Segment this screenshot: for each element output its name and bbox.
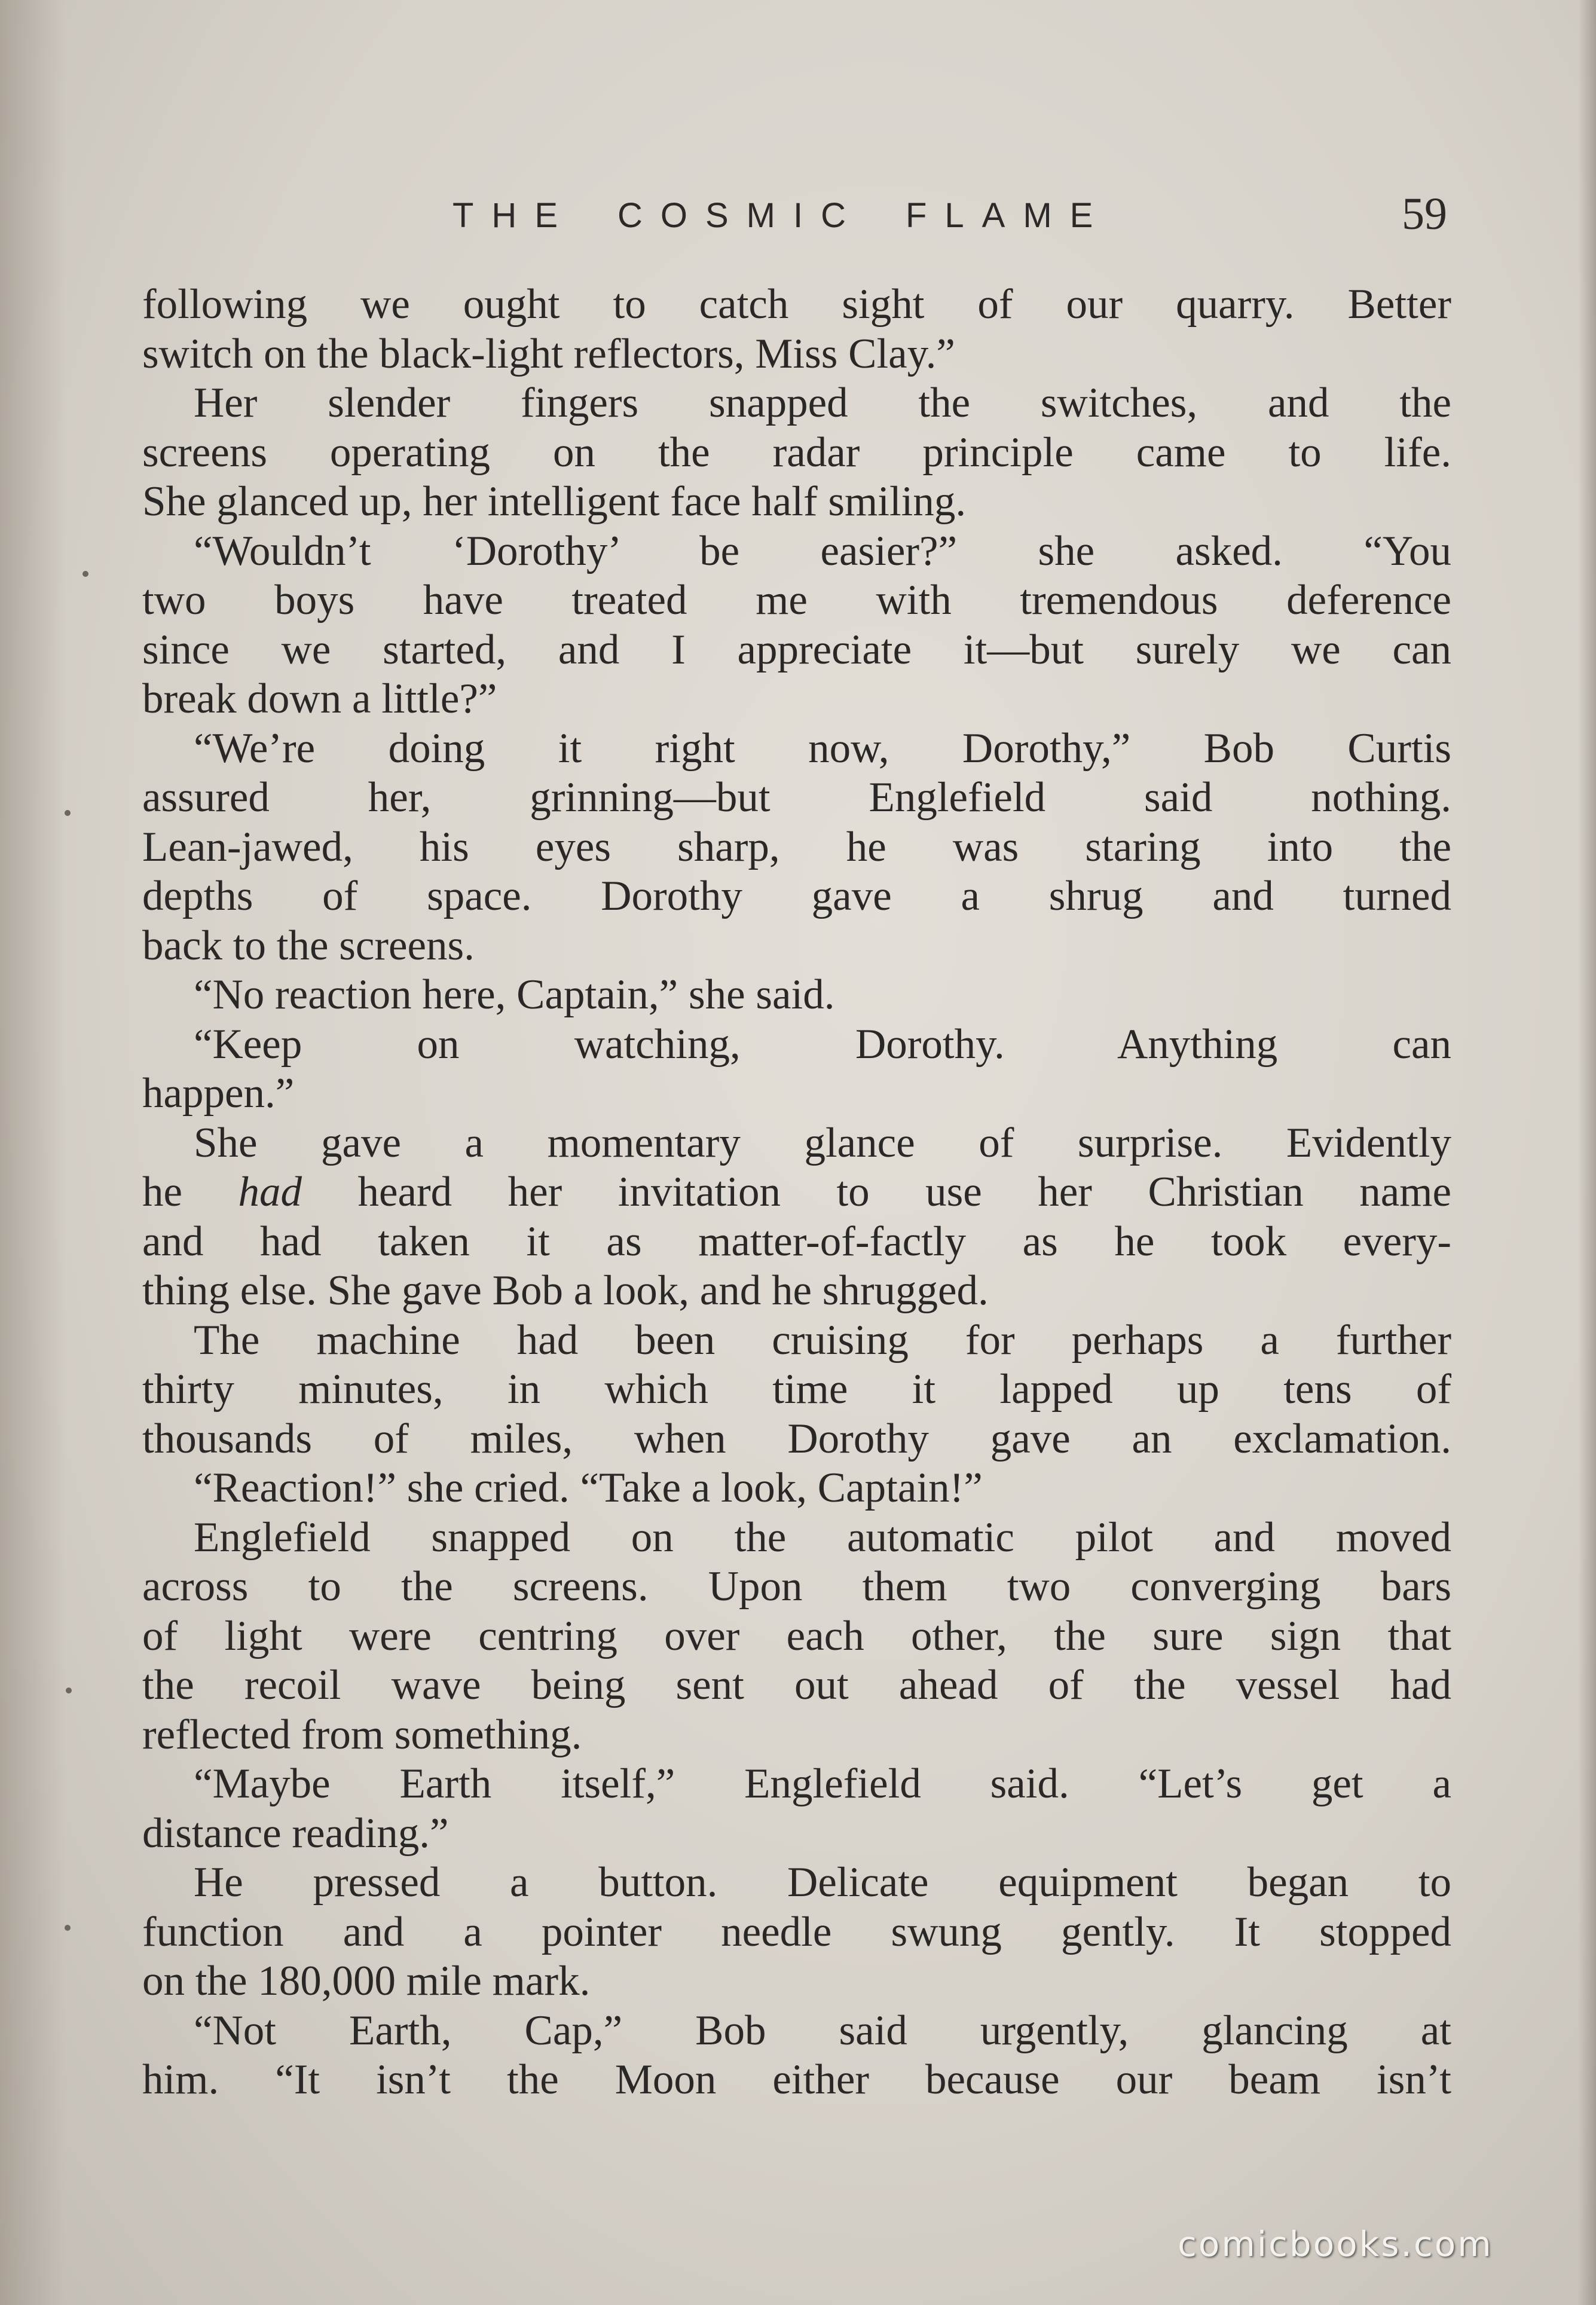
- page-edge-shadow: [1578, 0, 1596, 2305]
- text-line: “No reaction here, Captain,” she said.: [194, 971, 835, 1018]
- margin-speck: [82, 571, 88, 577]
- page-number: 59: [1402, 189, 1447, 239]
- text-line: and had taken it as matter-of-factly as he took every-: [142, 1218, 1451, 1265]
- text-line: She gave a momentary glance of surprise. Evidently: [194, 1119, 1451, 1166]
- text-line: The machine had been cruising for perhaps a further: [194, 1316, 1451, 1364]
- text-line: “Maybe Earth itself,” Englefield said. “Let’s get a: [194, 1760, 1451, 1807]
- text-line: Her slender fingers snapped the switches, and the: [194, 380, 1451, 426]
- head-word: THE: [452, 196, 576, 235]
- text-line: happen.”: [142, 1070, 295, 1117]
- text-line: he had heard her invitation to use her Christian name: [142, 1169, 1451, 1215]
- watermark: comicbooks.com: [1178, 2224, 1493, 2264]
- text-line: since we started, and I appreciate it—but surely we can: [142, 626, 1451, 673]
- text-line: “Reaction!” she cried. “Take a look, Captain!”: [194, 1465, 983, 1511]
- text-line: assured her, grinning—but Englefield said nothing.: [142, 774, 1451, 821]
- running-head: [0, 188, 1596, 242]
- text-line: two boys have treated me with tremendous deference: [142, 577, 1451, 623]
- text-line: break down a little?”: [142, 675, 497, 722]
- text-line: following we ought to catch sight of our quarry. Better: [142, 281, 1451, 328]
- text-line: reflected from something.: [142, 1711, 582, 1758]
- text-line: distance reading.”: [142, 1809, 449, 1857]
- text-line: “We’re doing it right now, Dorothy,” Bob Curtis: [194, 724, 1451, 772]
- margin-speck: [65, 810, 71, 816]
- text-line: on the 180,000 mile mark.: [142, 1958, 591, 2004]
- text-line: the recoil wave being sent out ahead of the vessel had: [142, 1662, 1451, 1708]
- text-line: “Keep on watching, Dorothy. Anything can: [194, 1020, 1451, 1068]
- margin-speck: [66, 1688, 72, 1693]
- text-line: depths of space. Dorothy gave a shrug and turned: [142, 873, 1451, 919]
- margin-speck: [65, 1925, 71, 1931]
- text-line: thousands of miles, when Dorothy gave an exclamation.: [142, 1415, 1451, 1462]
- text-line: Lean-jawed, his eyes sharp, he was staring into the: [142, 823, 1451, 870]
- text-line: of light were centring over each other, the sure sign that: [142, 1612, 1451, 1659]
- running-head-title: [452, 195, 1111, 236]
- text-line: thing else. She gave Bob a look, and he shrugged.: [142, 1267, 989, 1314]
- head-word: COSMIC: [617, 196, 864, 235]
- text-line: “Wouldn’t ‘Dorothy’ be easier?” she asked. “You: [194, 527, 1451, 574]
- text-line: thirty minutes, in which time it lapped up tens of: [142, 1366, 1451, 1413]
- head-word: FLAME: [906, 196, 1111, 235]
- text-line: function and a pointer needle swung gently. It stopped: [142, 1908, 1451, 1955]
- text-line: across to the screens. Upon them two converging bars: [142, 1563, 1451, 1610]
- text-line: switch on the black-light reflectors, Miss Clay.”: [142, 330, 955, 377]
- text-line: him. “It isn’t the Moon either because our beam isn’t: [142, 2056, 1451, 2103]
- text-line: screens operating on the radar principle came to life.: [142, 429, 1451, 476]
- text-line: She glanced up, her intelligent face half smiling.: [142, 478, 967, 525]
- text-line: back to the screens.: [142, 922, 475, 969]
- body-text: [142, 280, 1451, 2105]
- spine-shadow: [0, 0, 66, 2305]
- text-line: “Not Earth, Cap,” Bob said urgently, glancing at: [194, 2007, 1451, 2054]
- text-line: He pressed a button. Delicate equipment began to: [194, 1859, 1451, 1906]
- text-line: Englefield snapped on the automatic pilot and moved: [194, 1514, 1451, 1561]
